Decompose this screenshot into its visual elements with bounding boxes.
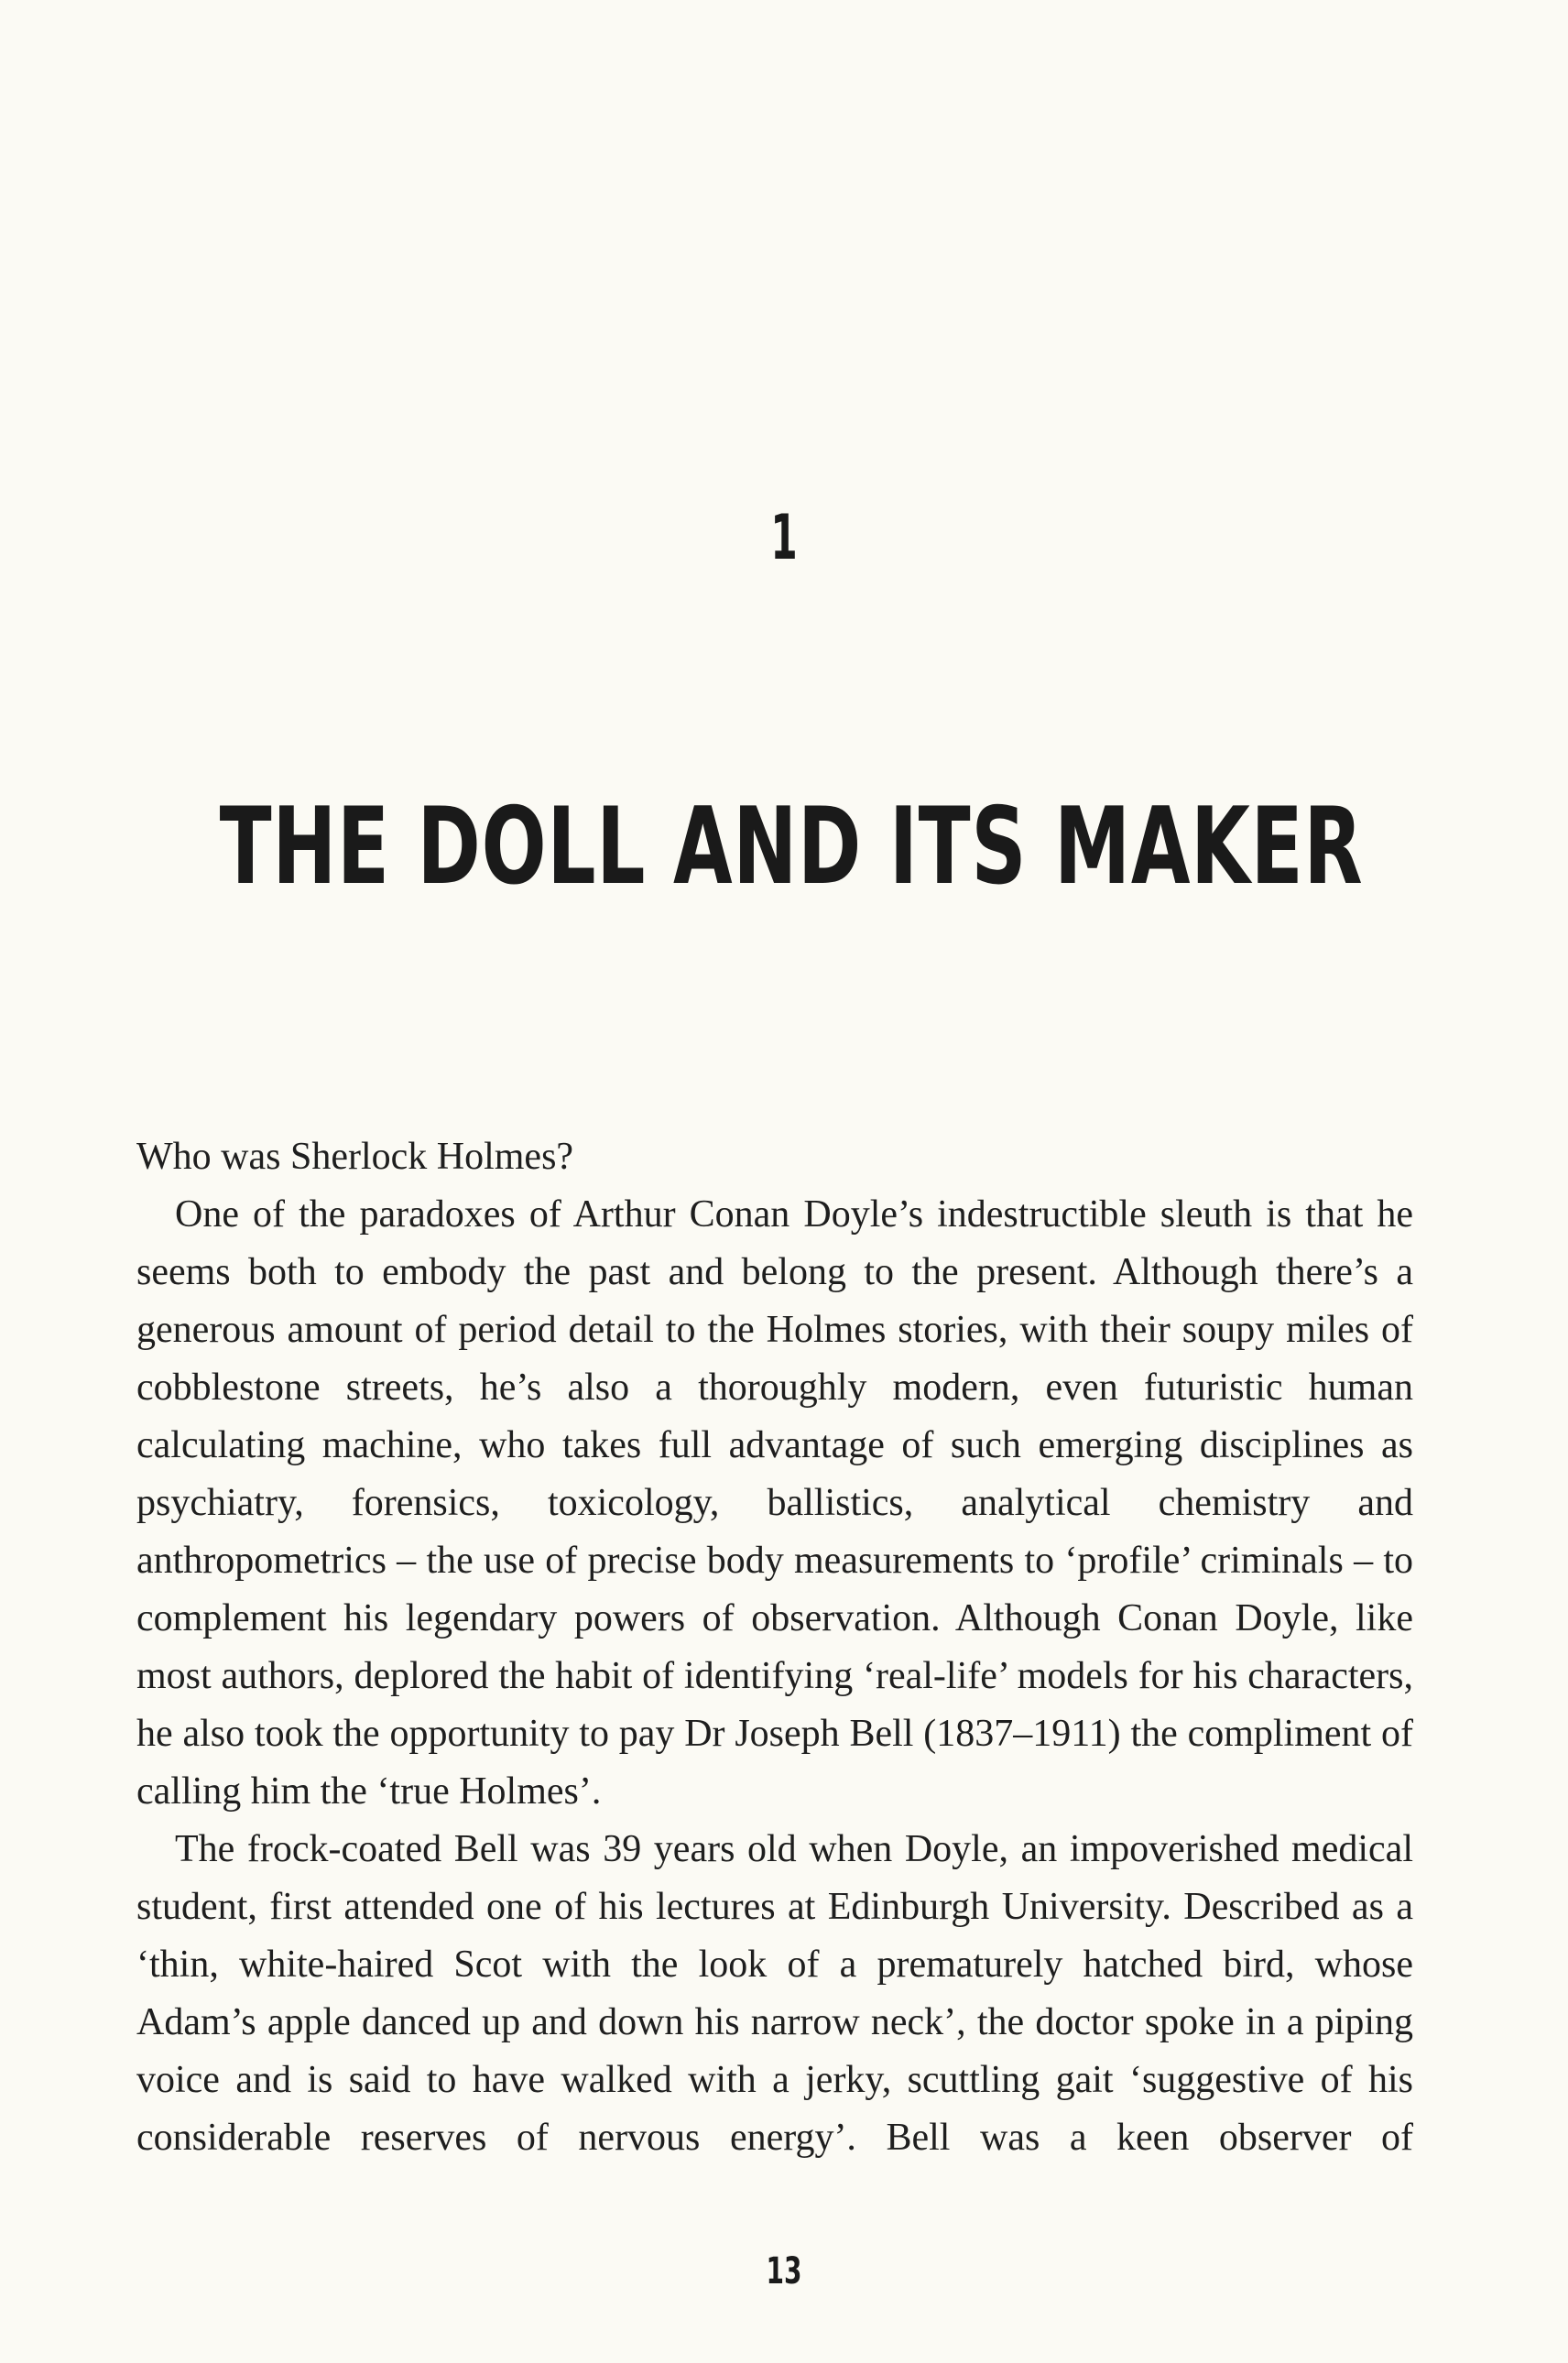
paragraph-paradoxes: One of the paradoxes of Arthur Conan Doyle’s indestructible sleuth is that he seems both to embody the past and belong to the present. Although there’s a generous amount of period detail to the Holmes stories, with their soupy miles of cobblestone streets, he’s also a thoroughly modern, even futuristic human calculating machine, who takes full advantage of such emerging disciplines as psychiatry, forensics, toxicology, ballistics, analytical chemistry and anthropometrics – the use of precise body measurements to ‘profile’ criminals – to complement his legendary powers of observation. Although Conan Doyle, like most authors, deplored the habit of identifying ‘real-life’ models for his characters, he also took the opportunity to pay Dr Joseph Bell (1837–1911) the compliment of calling him the ‘true Holmes’. <box>136 1193 1413 1813</box>
page-number: 13 <box>766 2250 802 2292</box>
paragraph-opening-question: Who was Sherlock Holmes? <box>136 1136 574 1178</box>
paragraph-joseph-bell: The frock-coated Bell was 39 years old when Doyle, an impoverished medical student, first attended one of his lectures at Edinburgh University. Described as a ‘thin, white-haired Scot with the look of a prematurely hatched bird, whose Adam’s apple danced up and down his narrow neck’, the doctor spoke in a piping voice and is said to have walked with a jerky, scuttling gait ‘suggestive of his considerable reserves of nervous energy’. Bell was a keen observer of <box>136 1828 1413 2159</box>
body-text <box>136 1128 1413 2167</box>
chapter-title: THE DOLL AND ITS MAKER <box>219 785 1364 909</box>
chapter-number: 1 <box>770 502 798 574</box>
